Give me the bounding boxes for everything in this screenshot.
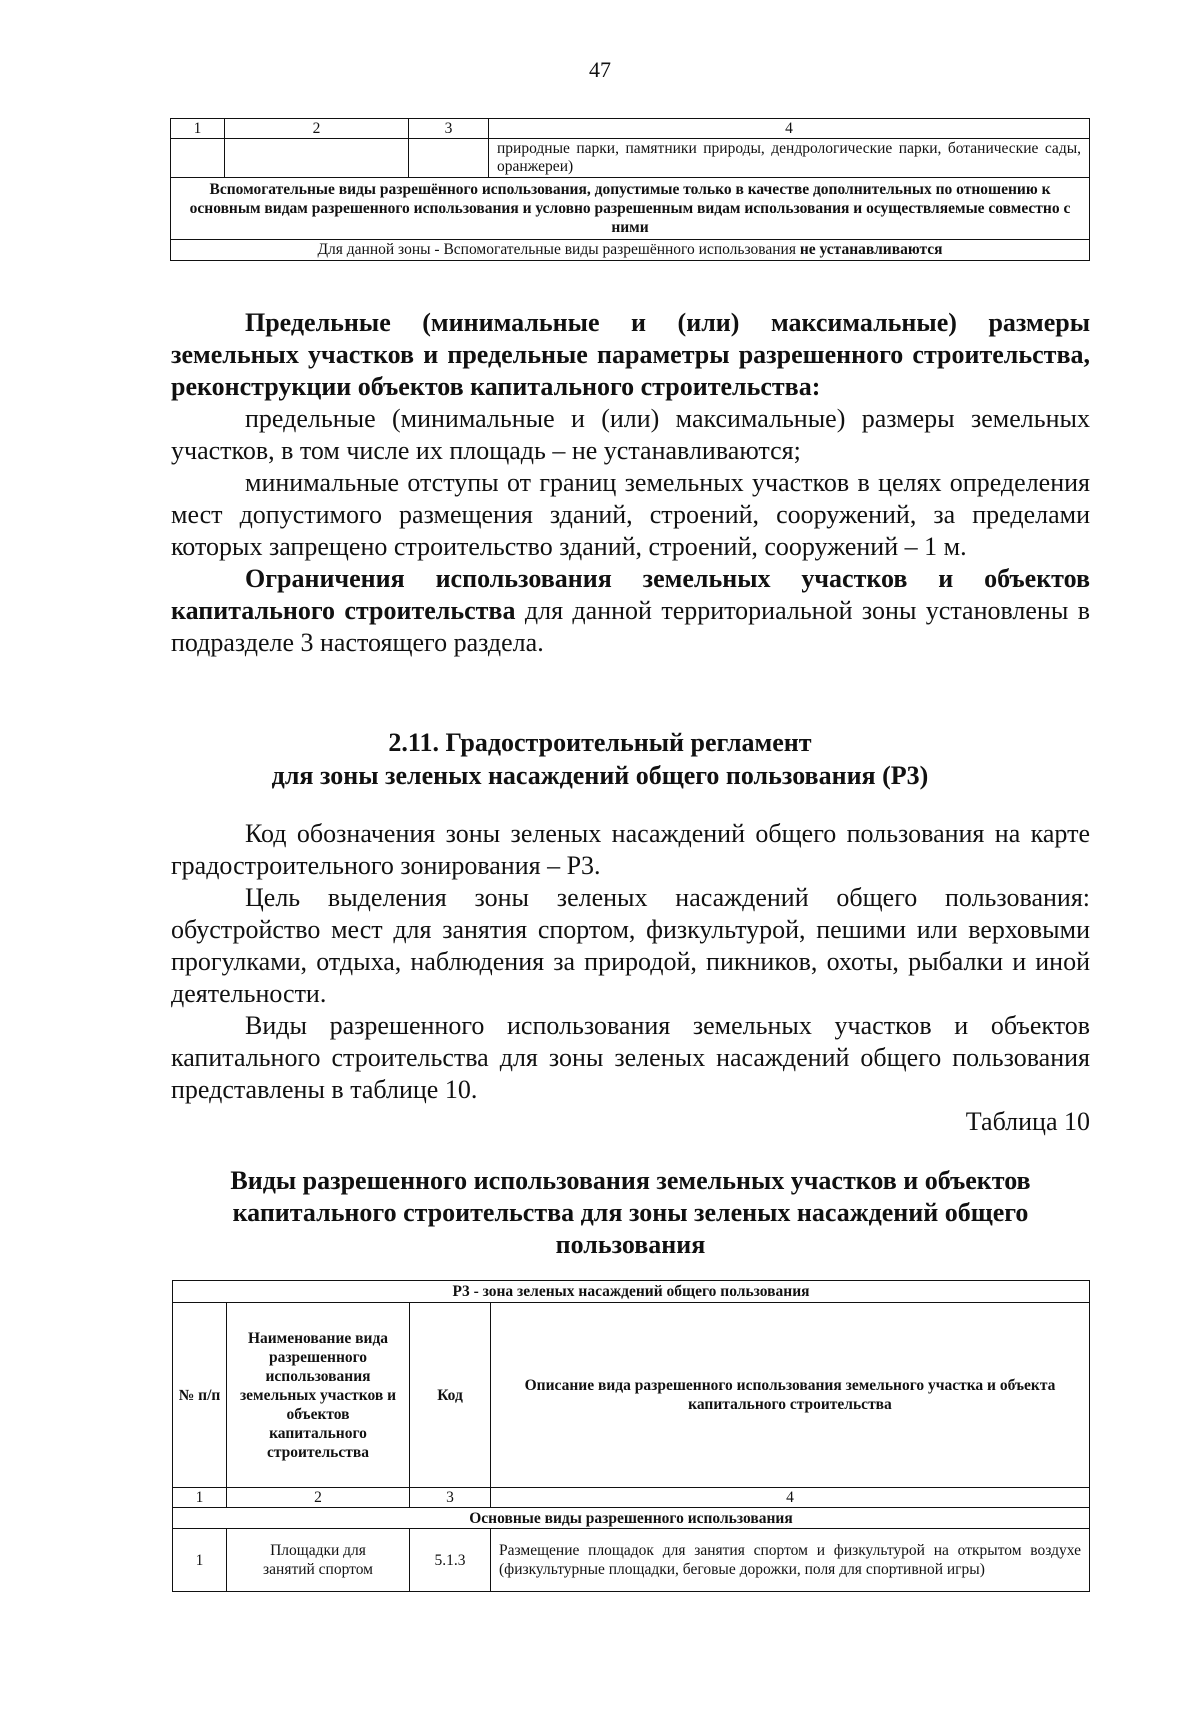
- col-number: 3: [409, 119, 489, 139]
- empty-cell: [409, 139, 489, 178]
- col-number: 4: [491, 1488, 1090, 1508]
- empty-cell: [171, 139, 225, 178]
- limits-heading: Предельные (минимальные и (или) максимальные) размеры земельных участков и предельные параметры разрешенного строительства, реконструкции объектов капитального строительства:: [171, 308, 1090, 401]
- group-header-row: [173, 1508, 1090, 1529]
- table-reference-paragraph: Виды разрешенного использования земельных участков и объектов капитального строительства для зоны зеленых насаждений общего пользования представлены в таблице 10.: [171, 1011, 1090, 1104]
- group-header: Основные виды разрешенного использования: [173, 1508, 1090, 1529]
- limits-section: [171, 307, 1090, 659]
- restrictions-paragraph: [171, 563, 1090, 659]
- intro-section: [171, 818, 1090, 1106]
- col-number: 2: [225, 119, 409, 139]
- table-label: Таблица 10: [965, 1107, 1090, 1136]
- continued-table: [170, 118, 1090, 261]
- header-code: Код: [410, 1303, 491, 1488]
- restrictions-rest: для данной территориальной зоны установлены в подразделе 3 настоящего раздела.: [171, 596, 1090, 657]
- limits-paragraph: предельные (минимальные и (или) максимальные) размеры земельных участков, в том числе их площадь – не устанавливаются;: [171, 404, 1090, 465]
- row-code: 5.1.3: [410, 1529, 491, 1592]
- aux-note-row: [171, 240, 1090, 261]
- restrictions-bold: Ограничения использования земельных участков и объектов капитального строительства: [171, 564, 1090, 625]
- aux-heading: Вспомогательные виды разрешённого использования, допустимые только в качестве дополнительных по отношению к основным видам разрешенного использования и условно разрешенным видам использования и осуществляемые совместно с ними: [171, 178, 1090, 240]
- table-row: [173, 1529, 1090, 1592]
- col-number: 4: [489, 119, 1090, 139]
- description-cell: природные парки, памятники природы, дендрологические парки, ботанические сады, оранжереи): [489, 139, 1090, 178]
- empty-cell: [225, 139, 409, 178]
- aux-heading-row: [171, 178, 1090, 240]
- zone-purpose-paragraph: Цель выделения зоны зеленых насаждений общего пользования: обустройство мест для занятия спортом, физкультурой, пешими или верховыми прогулками, отдыха, наблюдения за природой, пикников, охоты, рыбалки и иной деятельности.: [171, 883, 1090, 1008]
- aux-note-emphasis: не устанавливаются: [799, 241, 943, 258]
- row-number: 1: [173, 1529, 227, 1592]
- header-description: Описание вида разрешенного использования земельного участка и объекта капитального строительства: [491, 1303, 1090, 1488]
- aux-note-text: Для данной зоны - Вспомогательные виды разрешённого использования: [317, 241, 800, 258]
- table-header-row: [171, 119, 1090, 139]
- col-number: 1: [173, 1488, 227, 1508]
- zone-code-paragraph: Код обозначения зоны зеленых насаждений общего пользования на карте градостроительного зонирования – Р3.: [171, 819, 1090, 880]
- section-title-line: 2.11. Градостроительный регламент: [388, 728, 812, 757]
- section-title-line: для зоны зеленых насаждений общего пользования (Р3): [271, 761, 929, 790]
- table-header-row: [173, 1303, 1090, 1488]
- section-title: [0, 726, 1200, 792]
- col-number: 3: [410, 1488, 491, 1508]
- permitted-uses-table: [172, 1280, 1090, 1592]
- header-num: № п/п: [173, 1303, 227, 1488]
- column-number-row: [173, 1488, 1090, 1508]
- col-number: 1: [171, 119, 225, 139]
- setback-paragraph: минимальные отступы от границ земельных участков в целях определения мест допустимого размещения зданий, строений, сооружений, за пределами которых запрещено строительство зданий, строений, сооружений – 1 м.: [171, 468, 1090, 561]
- table-title: Виды разрешенного использования земельных участков и объектов капитального строительства для зоны зеленых насаждений общего пользования: [230, 1166, 1031, 1259]
- aux-note: [171, 240, 1090, 261]
- zone-header: Р3 - зона зеленых насаждений общего пользования: [173, 1281, 1090, 1303]
- row-description: Размещение площадок для занятия спортом и физкультурой на открытом воздухе (физкультурные площадки, беговые дорожки, поля для спортивной игры): [491, 1529, 1090, 1592]
- row-name: Площадки для занятий спортом: [227, 1529, 410, 1592]
- header-name: Наименование вида разрешенного использования земельных участков и объектов капитального строительства: [227, 1303, 410, 1488]
- zone-header-row: [173, 1281, 1090, 1303]
- table-row: [171, 139, 1090, 178]
- col-number: 2: [227, 1488, 410, 1508]
- page-number: 47: [589, 57, 611, 82]
